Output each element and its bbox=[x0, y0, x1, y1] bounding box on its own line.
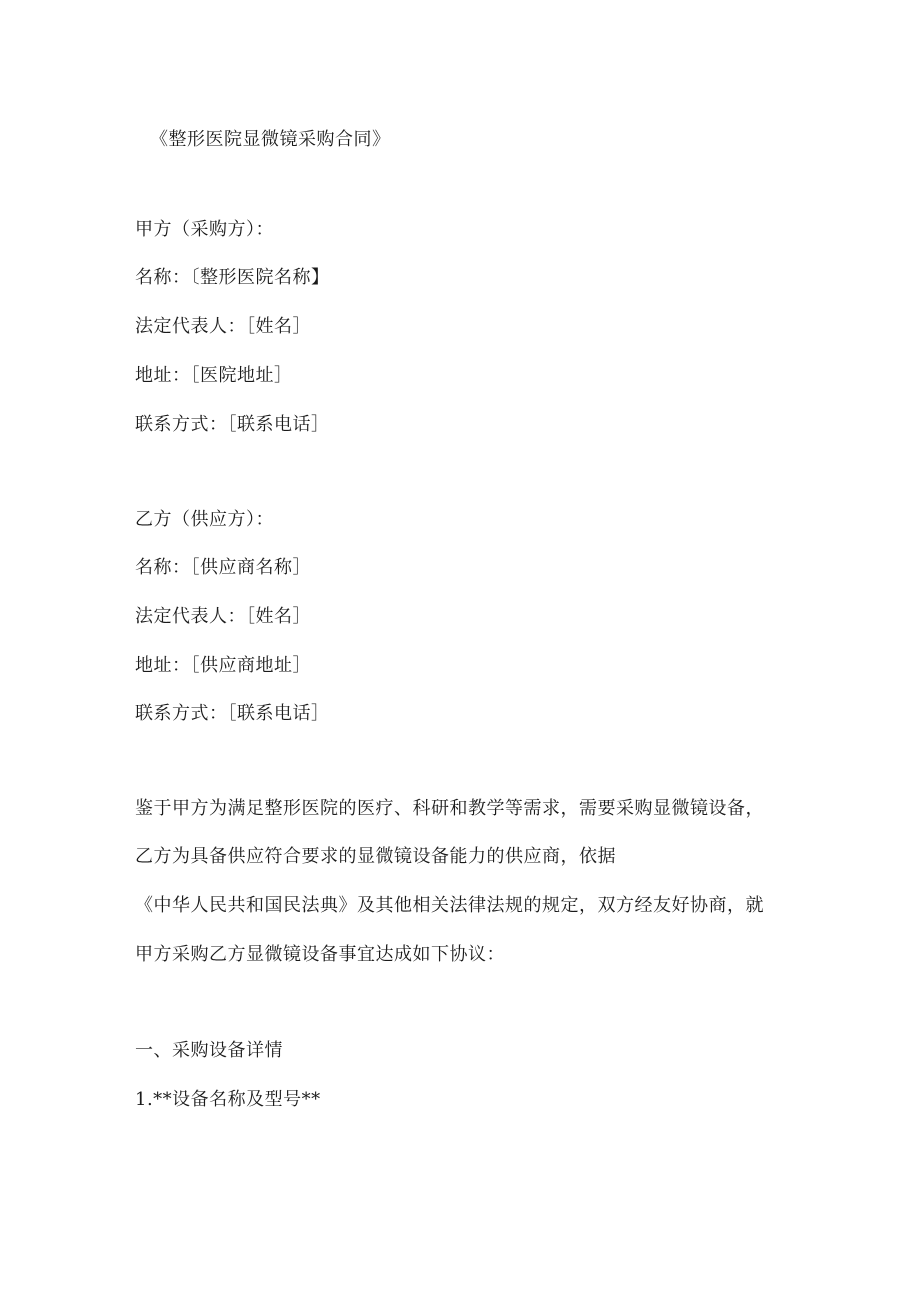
party-a-contact: 联系方式：［联系电话］ bbox=[135, 414, 330, 435]
party-a-representative: 法定代表人：［姓名］ bbox=[135, 316, 311, 337]
section-1-item-1: 1.**设备名称及型号** bbox=[135, 1089, 321, 1110]
preamble-line-2: 乙方为具备供应符合要求的显微镜设备能力的供应商，依据 bbox=[135, 846, 616, 867]
section-1-heading: 一、采购设备详情 bbox=[135, 1040, 283, 1061]
party-b-contact: 联系方式：［联系电话］ bbox=[135, 703, 330, 724]
party-a-name: 名称：〔整形医院名称】 bbox=[135, 267, 330, 288]
party-b-representative: 法定代表人：［姓名］ bbox=[135, 606, 311, 627]
document-title: 《整形医院显微镜采购合同》 bbox=[150, 129, 391, 150]
party-b-name: 名称：［供应商名称］ bbox=[135, 557, 311, 578]
preamble-line-1: 鉴于甲方为满足整形医院的医疗、科研和教学等需求，需要采购显微镜设备， bbox=[135, 798, 764, 819]
preamble-line-3: 《中华人民共和国民法典》及其他相关法律法规的规定，双方经友好协商，就 bbox=[135, 895, 764, 916]
party-b-heading: 乙方（供应方）： bbox=[135, 509, 274, 530]
party-b-address: 地址：［供应商地址］ bbox=[135, 655, 311, 676]
party-a-address: 地址：［医院地址］ bbox=[135, 365, 293, 386]
party-a-heading: 甲方（采购方）： bbox=[135, 219, 274, 240]
preamble-line-4: 甲方采购乙方显微镜设备事宜达成如下协议： bbox=[135, 944, 505, 965]
